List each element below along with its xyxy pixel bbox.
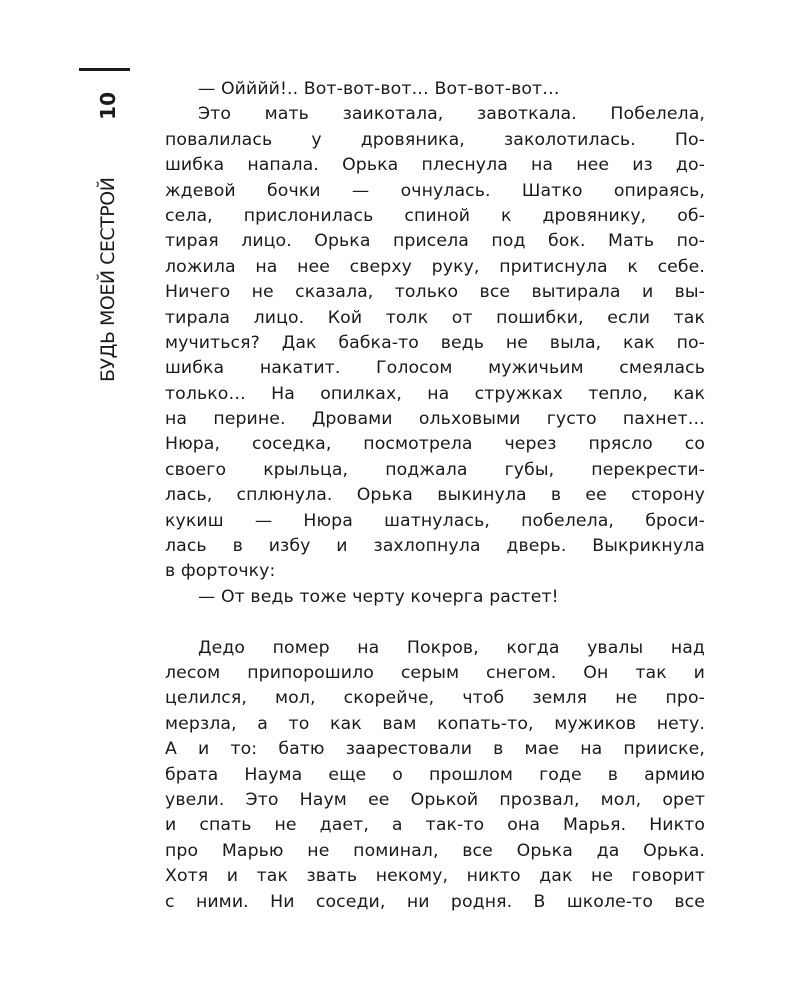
running-head bbox=[92, 92, 124, 382]
text-line: мерзла, а то как вам копать-то, мужиков нету. bbox=[165, 713, 705, 734]
text-line: лась в избу и захлопнула дверь. Выкрикнула bbox=[165, 536, 705, 557]
text-line: тирая лицо. Орька присела под бок. Мать по- bbox=[165, 231, 705, 252]
text-line: Это мать заикотала, завоткала. Побелела, bbox=[198, 104, 705, 125]
text-line: про Марью не поминал, все Орька да Орька. bbox=[165, 840, 705, 861]
text-line: кукиш — Нюра шатнулась, побелела, броси- bbox=[165, 510, 705, 531]
text-line: Хотя и так звать некому, никто дак не говорит bbox=[165, 866, 705, 887]
text-line: Нюра, соседка, посмотрела через прясло со bbox=[165, 434, 705, 455]
text-line: увели. Это Наум ее Орькой прозвал, мол, орет bbox=[165, 789, 705, 810]
text-line: Ничего не сказала, только все вытирала и вы- bbox=[165, 282, 705, 303]
text-line: тирала лицо. Кой толк от пошибки, если так bbox=[165, 307, 705, 328]
text-line: — От ведь тоже черту кочерга растет! bbox=[198, 586, 559, 607]
text-line: — Ойййй!.. Вот-вот-вот… Вот-вот-вот… bbox=[198, 79, 560, 99]
text-line: на перине. Дровами ольховыми густо пахнет… bbox=[165, 409, 705, 430]
text-line: ждевой бочки — очнулась. Шатко опираясь, bbox=[165, 180, 705, 201]
text-line: А и то: батю заарестовали в мае на прииске, bbox=[165, 739, 705, 760]
text-line: и спать не дает, а так-то она Марья. Никто bbox=[165, 815, 705, 836]
text-line: своего крыльца, поджала губы, перекрести- bbox=[165, 459, 705, 480]
text-line: в форточку: bbox=[165, 561, 276, 582]
page-number: 10 bbox=[96, 92, 120, 120]
text-line: села, прислонилась спиной к дровянику, об- bbox=[165, 205, 705, 226]
text-line: целился, мол, скорейче, чтоб земля не про- bbox=[165, 688, 705, 709]
text-line: лесом припорошило серым снегом. Он так и bbox=[165, 662, 705, 683]
text-line: с ними. Ни соседи, ни родня. В школе-то все bbox=[165, 891, 705, 912]
text-line: повалилась у дровяника, заколотилась. По- bbox=[165, 129, 705, 150]
body-text bbox=[165, 77, 705, 915]
section-break bbox=[165, 610, 705, 635]
book-title: БУДЬ МОЕЙ СЕСТРОЙ bbox=[97, 177, 119, 382]
text-line: брата Наума еще о прошлом годе в армию bbox=[165, 764, 705, 785]
text-line: ложила на нее сверху руку, притиснула к себе. bbox=[165, 256, 705, 277]
text-line: лась, сплюнула. Орька выкинула в ее сторону bbox=[165, 485, 705, 506]
text-line: мучиться? Дак бабка-то ведь не выла, как по- bbox=[165, 332, 705, 353]
text-line: шибка напала. Орька плеснула на нее из до- bbox=[165, 155, 705, 176]
text-line: шибка накатит. Голосом мужичьим смеялась bbox=[165, 358, 705, 379]
text-line: Дедо помер на Покров, когда увалы над bbox=[198, 637, 705, 658]
header-rule bbox=[79, 68, 130, 71]
text-line: только… На опилках, на стружках тепло, как bbox=[165, 383, 705, 404]
